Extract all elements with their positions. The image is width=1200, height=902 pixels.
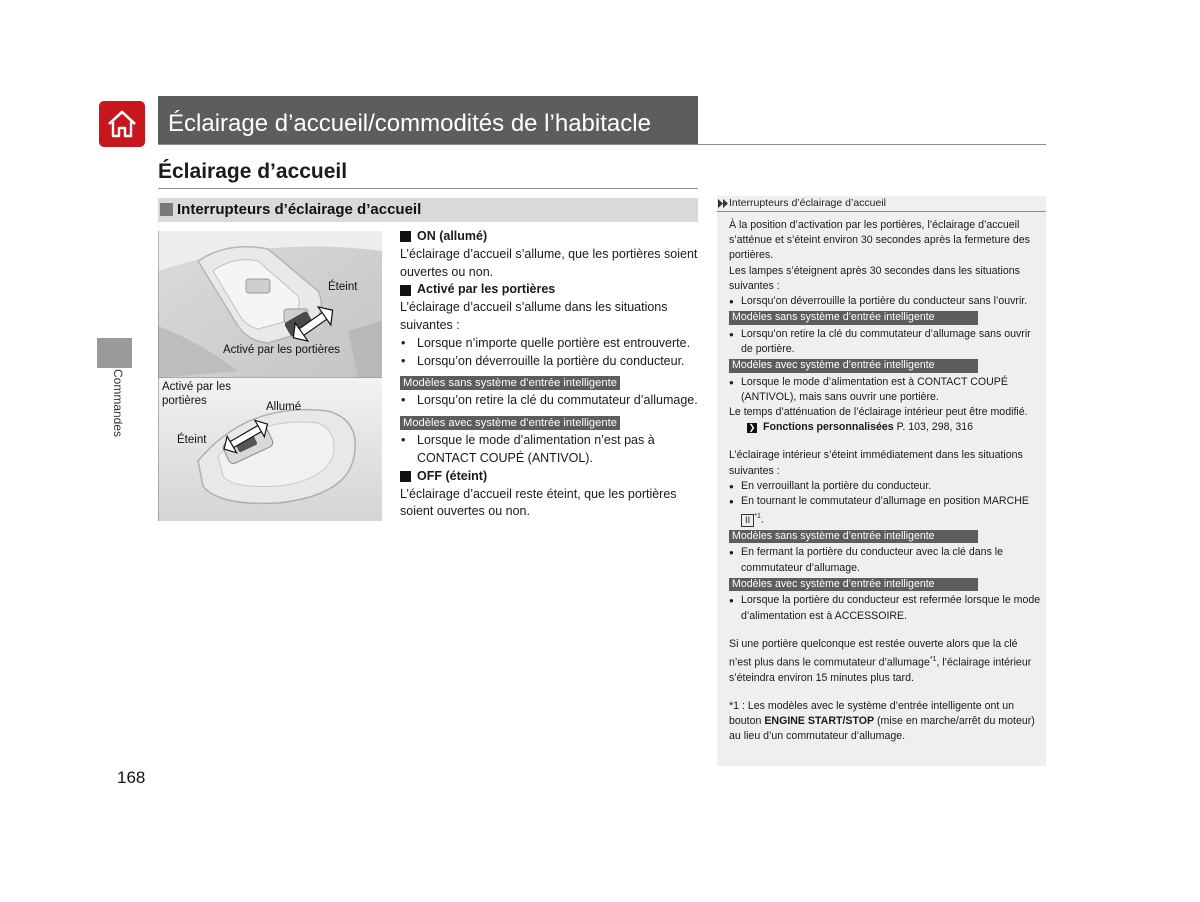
list-item: ● En verrouillant la portière du conducteur.	[729, 479, 1041, 494]
list-item: ● Lorsque le mode d’alimentation est à CONTACT COUPÉ (ANTIVOL), mais sans ouvrir une portière.	[729, 375, 1041, 405]
ceiling-console-image	[158, 231, 382, 521]
notes-panel	[717, 196, 1046, 766]
note-paragraph	[729, 637, 1041, 686]
label-bottom-off: Éteint	[177, 434, 207, 446]
model-tag-without: Modèles sans système d’entrée intelligente	[729, 311, 978, 325]
note-text: , l’éclairage intérieur s’éteindra environ 15 minutes plus tard.	[729, 656, 1032, 684]
note-arrow-icon	[718, 199, 728, 208]
footnote	[729, 699, 1041, 745]
ignition-key-symbol: II	[741, 514, 754, 527]
off-heading-label: OFF (éteint)	[417, 468, 488, 483]
square-bullet-icon	[400, 471, 411, 482]
label-top-off: Éteint	[328, 281, 358, 293]
section-heading: Éclairage d’accueil	[158, 160, 348, 183]
list-item: ● Lorsqu’on retire la clé du commutateur d’allumage sans ouvrir de portière.	[729, 327, 1041, 357]
model-tag-without: Modèles sans système d’entrée intelligente	[729, 530, 978, 544]
door-heading-label: Activé par les portières	[417, 282, 556, 297]
cross-reference-link[interactable]	[729, 420, 1041, 435]
list-item: ● En fermant la portière du conducteur avec la clé dans le commutateur d’allumage.	[729, 545, 1041, 575]
note-paragraph: Les lampes s’éteignent après 30 secondes dans les situations suivantes :	[729, 264, 1020, 292]
list-item-text: En tournant le commutateur d’allumage en position MARCHE	[741, 495, 1029, 508]
page-number: 168	[117, 768, 146, 787]
off-heading	[400, 468, 700, 486]
notes-header	[717, 196, 1046, 212]
footnote-mark: *1	[754, 513, 761, 521]
notes-body	[729, 218, 1041, 745]
subsection-title: Interrupteurs d’éclairage d’accueil	[177, 201, 422, 218]
footnote-text: (mise en marche/arrêt du moteur) au lieu d’un commutateur d’allumage.	[729, 715, 1035, 743]
model-tag-with: Modèles avec système d’entrée intelligente	[729, 359, 978, 373]
model-tag-with: Modèles avec système d’entrée intelligente	[400, 416, 620, 430]
heading-rule	[158, 188, 698, 189]
note-text: Si une portière quelconque est restée ouverte alors que la clé n’est plus dans le commutateur d’allumage	[729, 637, 1018, 669]
list-item	[729, 494, 1041, 528]
xref-label: Fonctions personnalisées	[763, 421, 894, 434]
notes-rule	[717, 211, 1046, 212]
model-tag-without: Modèles sans système d’entrée intelligente	[400, 376, 620, 390]
subsection-square-icon	[160, 203, 173, 216]
off-text: L’éclairage d’accueil reste éteint, que les portières soient ouvertes ou non.	[400, 486, 677, 519]
home-icon	[106, 109, 138, 139]
chapter-label: Commandes	[111, 369, 125, 438]
xref-pages: P. 103, 298, 316	[896, 421, 974, 434]
label-top-door: Activé par les portières	[223, 344, 340, 356]
on-heading-label: ON (allumé)	[417, 229, 488, 243]
model-tag-with: Modèles avec système d’entrée intelligente	[729, 578, 978, 592]
chapter-tab[interactable]	[97, 338, 132, 368]
footnote-button-name: ENGINE START/STOP	[764, 715, 875, 728]
list-item: • Lorsque le mode d’alimentation n’est pas à CONTACT COUPÉ (ANTIVOL).	[400, 432, 700, 468]
note-paragraph: L’éclairage intérieur s’éteint immédiatement dans les situations suivantes :	[729, 449, 1023, 477]
square-bullet-icon	[400, 231, 411, 242]
footnote-text: *1 : Les modèles avec le système d’entrée intelligente ont un bouton	[729, 699, 1015, 728]
notes-title: Interrupteurs d’éclairage d’accueil	[729, 197, 887, 209]
light-switch-illustration	[158, 231, 382, 521]
list-item-end: .	[760, 513, 764, 526]
list-item: • Lorsqu’on déverrouille la portière du conducteur.	[400, 353, 700, 371]
on-text: L’éclairage d’accueil s’allume, que les portières soient ouvertes ou non.	[400, 246, 698, 279]
list-item: • Lorsque n’importe quelle portière est entrouverte.	[400, 335, 700, 353]
door-heading	[400, 281, 700, 299]
note-paragraph: Le temps d’atténuation de l’éclairage intérieur peut être modifié.	[729, 406, 1028, 419]
on-heading	[400, 228, 700, 246]
list-item: ● Lorsque la portière du conducteur est refermée lorsque le mode d’alimentation est à ACCESSOIRE.	[729, 593, 1041, 623]
arrow-right-icon: ❯	[748, 422, 756, 432]
door-text: L’éclairage d’accueil s’allume dans les situations suivantes :	[400, 300, 668, 332]
footnote-mark: *1	[929, 656, 937, 663]
list-item: ● Lorsqu’on déverrouille la portière du conducteur sans l’ouvrir.	[729, 294, 1041, 309]
note-paragraph: À la position d’activation par les portières, l’éclairage d’accueil s’atténue et s’éteint environ 30 secondes après la fermeture des portières.	[729, 219, 1030, 262]
label-bottom-door: Activé par les portières	[162, 381, 232, 407]
title-bar	[158, 96, 698, 144]
square-bullet-icon	[400, 285, 411, 296]
title-rule	[158, 144, 1046, 145]
label-bottom-on: Allumé	[266, 401, 302, 413]
subsection-bar	[158, 198, 698, 222]
home-button[interactable]	[99, 101, 145, 147]
main-text	[400, 228, 700, 521]
page-title: Éclairage d’accueil/commodités de l’habitacle	[168, 110, 651, 137]
list-item: • Lorsqu’on retire la clé du commutateur d’allumage.	[400, 392, 700, 410]
